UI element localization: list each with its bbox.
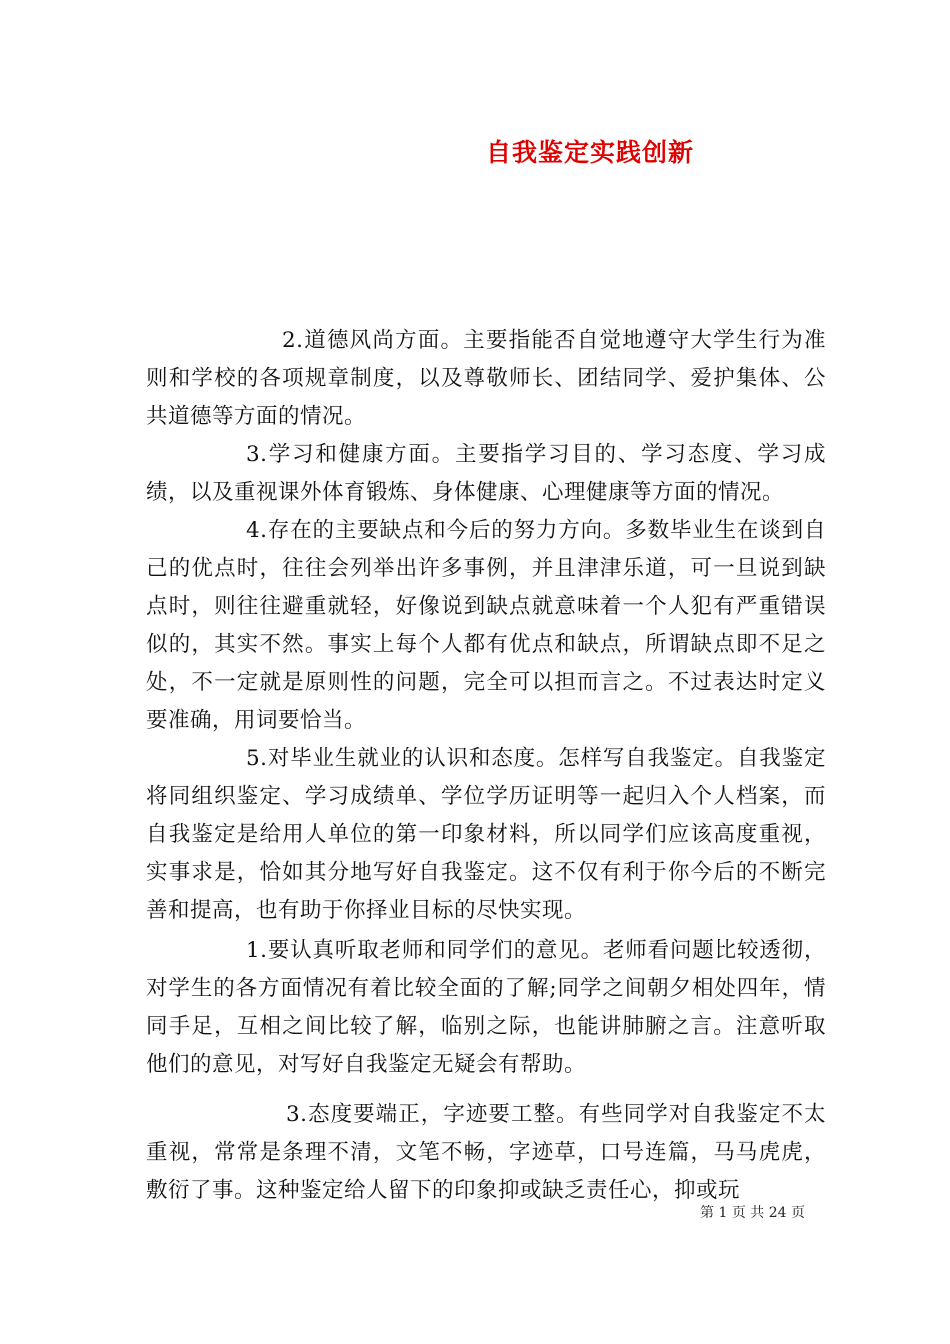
page-number: 第 1 页 共 24 页 [700,1205,805,1221]
paragraph-employment: 5.对毕业生就业的认识和态度。怎样写自我鉴定。自我鉴定将同组织鉴定、学习成绩单、学位学历证明等一起归入个人档案，而自我鉴定是给用人单位的第一印象材料，所以同学们应该高度重视，实事求是，恰如其分地写好自我鉴定。这不仅有利于你今后的不断完善和提高，也有助于你择业目标的尽快实现。 [146,746,826,923]
document-body [146,322,826,1210]
paragraph-moral: 2.道德风尚方面。主要指能否自觉地遵守大学生行为准则和学校的各项规章制度，以及尊敬师长、团结同学、爱护集体、公共道德等方面的情况。 [146,328,826,429]
paragraph-shortcomings: 4.存在的主要缺点和今后的努力方向。多数毕业生在谈到自己的优点时，往往会列举出许多事例，并且津津乐道，可一旦说到缺点时，则往往避重就轻，好像说到缺点就意味着一个人犯有严重错误似的，其实不然。事实上每个人都有优点和缺点，所谓缺点即不足之处，不一定就是原则性的问题，完全可以担而言之。不过表达时定义要准确，用词要恰当。 [146,518,826,733]
paragraph-listen-advice: 1.要认真听取老师和同学们的意见。老师看问题比较透彻，对学生的各方面情况有着比较全面的了解;同学之间朝夕相处四年，情同手足，互相之间比较了解，临别之际，也能讲肺腑之言。注意听取他们的意见，对写好自我鉴定无疑会有帮助。 [146,938,826,1077]
paragraph-attitude: 3.态度要端正，字迹要工整。有些同学对自我鉴定不太重视，常常是条理不清，文笔不畅，字迹草，口号连篇，马马虎虎，敷衍了事。这种鉴定给人留下的印象抑或缺乏责任心，抑或玩 [146,1102,826,1203]
document-title: 自我鉴定实践创新 [485,138,694,167]
paragraph-study-health: 3.学习和健康方面。主要指学习目的、学习态度、学习成绩，以及重视课外体育锻炼、身体健康、心理健康等方面的情况。 [146,442,826,505]
